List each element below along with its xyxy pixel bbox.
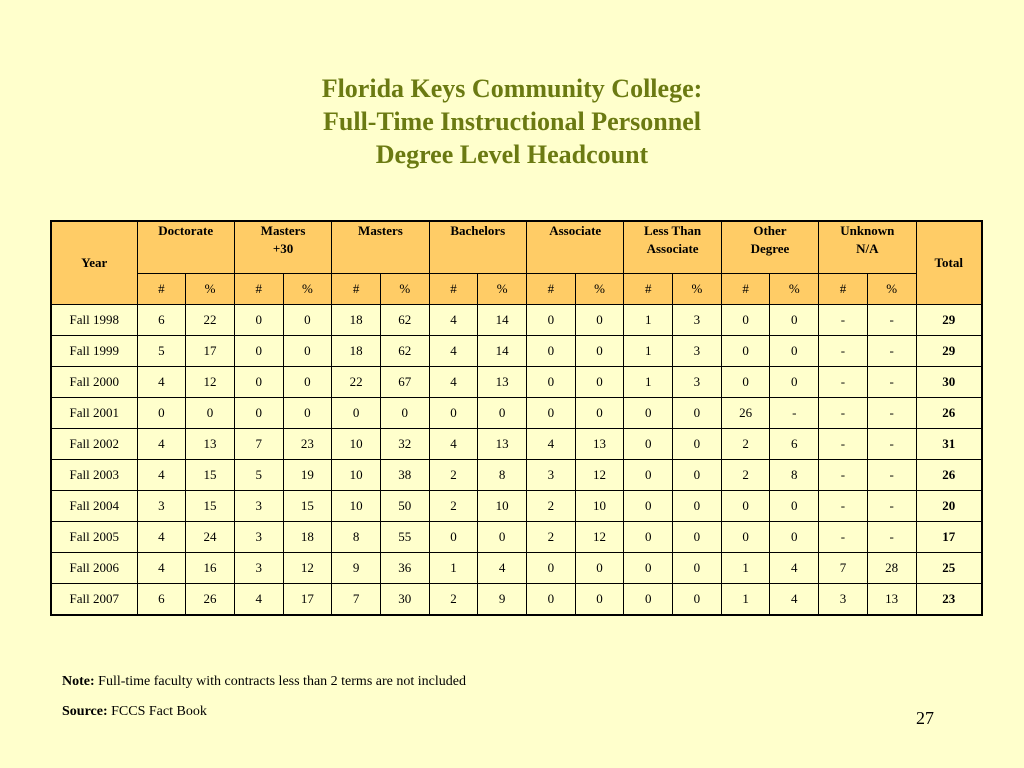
table-cell: 12 [575,460,624,491]
table-cell: 5 [137,336,186,367]
table-cell: 0 [332,398,381,429]
year-cell: Fall 2004 [51,491,137,522]
table-cell: 0 [478,522,527,553]
total-cell: 17 [916,522,982,553]
table-cell: 0 [673,584,722,616]
table-cell: 55 [380,522,429,553]
source-text: FCCS Fact Book [107,704,207,719]
table-cell: 3 [234,522,283,553]
table-cell: 0 [770,367,819,398]
year-cell: Fall 1998 [51,305,137,336]
column-group-label: Masters [358,223,403,238]
table-cell: 4 [137,460,186,491]
column-group-label: Bachelors [450,223,506,238]
title-line-2: Full-Time Instructional Personnel [323,107,701,136]
year-cell: Fall 2005 [51,522,137,553]
table-cell: 13 [575,429,624,460]
table-cell: 7 [332,584,381,616]
column-group-sublabel: N/A [856,241,879,256]
count-subheader: # [137,274,186,305]
column-group-label: Doctorate [158,223,214,238]
table-cell: - [867,522,916,553]
year-cell: Fall 1999 [51,336,137,367]
table-cell: 5 [234,460,283,491]
table-cell: 6 [137,584,186,616]
table-cell: 0 [234,336,283,367]
table-cell: 0 [575,336,624,367]
table-cell: - [819,522,868,553]
table-cell: 62 [380,336,429,367]
table-cell: - [867,305,916,336]
table-cell: 1 [721,553,770,584]
table-cell: - [867,491,916,522]
table-cell: 0 [380,398,429,429]
table-cell: - [770,398,819,429]
table-cell: 8 [478,460,527,491]
table-cell: 0 [186,398,235,429]
count-subheader: # [429,274,478,305]
column-group-label: Masters [260,223,306,238]
table-cell: 3 [527,460,576,491]
table-cell: 62 [380,305,429,336]
table-cell: 4 [429,367,478,398]
table-cell: 7 [819,553,868,584]
total-cell: 20 [916,491,982,522]
headcount-table [50,220,983,616]
count-subheader: # [332,274,381,305]
table-cell: 0 [673,491,722,522]
table-cell: 0 [770,336,819,367]
total-cell: 31 [916,429,982,460]
table-cell: 3 [673,305,722,336]
table-cell: 0 [673,553,722,584]
column-group-header [527,221,624,274]
table-cell: 4 [137,429,186,460]
total-cell: 25 [916,553,982,584]
table-cell: - [819,336,868,367]
total-cell: 29 [916,305,982,336]
column-group-header [332,221,429,274]
table-cell: 0 [673,429,722,460]
table-cell: 15 [186,491,235,522]
table-cell: 2 [429,584,478,616]
table-cell: 2 [527,491,576,522]
table-cell: 50 [380,491,429,522]
table-cell: 22 [332,367,381,398]
table-cell: 0 [137,398,186,429]
table-cell: 17 [186,336,235,367]
table-cell: 19 [283,460,332,491]
table-row [51,491,982,522]
table-row [51,584,982,616]
title-line-1: Florida Keys Community College: [321,74,703,103]
table-cell: 3 [819,584,868,616]
table-cell: 17 [283,584,332,616]
table-cell: 10 [332,429,381,460]
table-cell: - [867,336,916,367]
table-cell: 13 [478,429,527,460]
table-cell: 0 [283,367,332,398]
table-cell: 0 [527,398,576,429]
table-cell: 3 [673,336,722,367]
count-subheader: # [624,274,673,305]
table-cell: - [819,305,868,336]
table-cell: 0 [429,522,478,553]
table-cell: 6 [770,429,819,460]
table-cell: 4 [429,336,478,367]
table-cell: 0 [673,522,722,553]
table-cell: 0 [527,553,576,584]
table-cell: 15 [283,491,332,522]
table-cell: 18 [332,305,381,336]
table-cell: 24 [186,522,235,553]
table-cell: 0 [673,460,722,491]
table-cell: 0 [527,367,576,398]
note-label: Note: [62,674,95,689]
table-cell: 0 [575,305,624,336]
percent-subheader: % [478,274,527,305]
table-cell: 0 [624,584,673,616]
table-cell: 0 [624,491,673,522]
table-cell: 4 [527,429,576,460]
column-group-sublabel: +30 [272,241,294,256]
table-row [51,367,982,398]
percent-subheader: % [867,274,916,305]
table-cell: 2 [429,491,478,522]
table-cell: 0 [283,398,332,429]
table-row [51,429,982,460]
table-cell: 0 [234,398,283,429]
table-cell: 0 [575,584,624,616]
table-cell: 28 [867,553,916,584]
table-cell: 9 [332,553,381,584]
table-cell: 0 [527,584,576,616]
table-cell: 0 [575,367,624,398]
table-cell: - [819,491,868,522]
table-cell: 0 [575,398,624,429]
table-cell: 4 [234,584,283,616]
table-cell: 4 [770,584,819,616]
table-cell: 2 [721,429,770,460]
table-cell: 3 [234,553,283,584]
table-cell: 0 [721,522,770,553]
table-cell: 30 [380,584,429,616]
table-cell: 1 [721,584,770,616]
table-cell: 16 [186,553,235,584]
table-cell: 2 [429,460,478,491]
table-cell: - [819,398,868,429]
table-cell: 12 [186,367,235,398]
table-cell: 22 [186,305,235,336]
table-cell: 0 [624,460,673,491]
table-row [51,522,982,553]
table-cell: 1 [624,305,673,336]
table-cell: 0 [721,367,770,398]
table-cell: 7 [234,429,283,460]
table-cell: 0 [624,398,673,429]
table-cell: 0 [624,553,673,584]
table-cell: 0 [527,305,576,336]
year-cell: Fall 2003 [51,460,137,491]
table-cell: - [819,429,868,460]
year-cell: Fall 2001 [51,398,137,429]
table-cell: 0 [624,522,673,553]
table-cell: 2 [527,522,576,553]
table-cell: 0 [770,491,819,522]
table-cell: 6 [137,305,186,336]
table-cell: 1 [429,553,478,584]
slide-title [0,72,1024,171]
column-group-header [721,221,818,274]
table-cell: - [867,460,916,491]
table-cell: 0 [283,336,332,367]
table-cell: 26 [721,398,770,429]
year-header: Year [51,221,137,305]
percent-subheader: % [770,274,819,305]
table-row [51,460,982,491]
column-group-label: Unknown [840,223,895,238]
count-subheader: # [819,274,868,305]
percent-subheader: % [575,274,624,305]
table-row [51,553,982,584]
table-cell: 13 [478,367,527,398]
table-cell: 0 [624,429,673,460]
column-group-sublabel: Degree [750,241,790,256]
table-cell: 8 [770,460,819,491]
table-cell: 3 [234,491,283,522]
table-cell: 15 [186,460,235,491]
table-cell: 14 [478,305,527,336]
column-group-sublabel: Associate [646,241,699,256]
table-cell: 36 [380,553,429,584]
table-cell: 10 [478,491,527,522]
percent-subheader: % [283,274,332,305]
table-cell: 0 [721,491,770,522]
footnote [62,674,466,690]
column-group-label: Other [753,223,787,238]
table-cell: - [867,367,916,398]
table-cell: 10 [332,491,381,522]
table-cell: 8 [332,522,381,553]
table-cell: 10 [575,491,624,522]
column-group-label: Less Than [643,223,702,238]
page-number: 27 [916,708,934,728]
table-cell: 0 [283,305,332,336]
column-group-header [819,221,916,274]
title-line-3: Degree Level Headcount [375,140,649,169]
table-cell: 9 [478,584,527,616]
column-group-header [137,221,234,274]
table-cell: - [867,429,916,460]
table-cell: 0 [770,305,819,336]
table-cell: 0 [527,336,576,367]
table-cell: 0 [429,398,478,429]
table-cell: 4 [770,553,819,584]
table-cell: 0 [721,336,770,367]
table-cell: 4 [137,522,186,553]
table-cell: - [819,367,868,398]
year-cell: Fall 2007 [51,584,137,616]
table-cell: 4 [478,553,527,584]
table-cell: 0 [575,553,624,584]
table-cell: 3 [673,367,722,398]
table-cell: 4 [137,553,186,584]
table-cell: - [819,460,868,491]
table-cell: 4 [137,367,186,398]
count-subheader: # [234,274,283,305]
column-group-header [234,221,331,274]
table-cell: 4 [429,305,478,336]
table-cell: 38 [380,460,429,491]
table-cell: 12 [575,522,624,553]
year-cell: Fall 2002 [51,429,137,460]
source-label: Source: [62,704,108,719]
count-subheader: # [721,274,770,305]
table-cell: 67 [380,367,429,398]
table-cell: 0 [478,398,527,429]
table-row [51,305,982,336]
table-cell: 0 [721,305,770,336]
table-cell: 18 [332,336,381,367]
table-cell: 18 [283,522,332,553]
note-text: Full-time faculty with contracts less than 2 terms are not included [94,674,466,689]
table-row [51,398,982,429]
total-cell: 26 [916,460,982,491]
table-cell: 0 [234,367,283,398]
table-cell: 4 [429,429,478,460]
column-group-label: Associate [549,223,602,238]
total-header: Total [916,221,982,305]
column-group-header [429,221,526,274]
percent-subheader: % [673,274,722,305]
table-cell: 0 [234,305,283,336]
table-cell: 14 [478,336,527,367]
table-cell: 3 [137,491,186,522]
table-row [51,336,982,367]
table-cell: 32 [380,429,429,460]
table-cell: 26 [186,584,235,616]
table-cell: 1 [624,367,673,398]
total-cell: 30 [916,367,982,398]
total-cell: 29 [916,336,982,367]
table-cell: 1 [624,336,673,367]
source-line [62,704,207,720]
year-cell: Fall 2000 [51,367,137,398]
table-cell: 12 [283,553,332,584]
count-subheader: # [527,274,576,305]
table-cell: 13 [867,584,916,616]
total-cell: 23 [916,584,982,616]
table-cell: 10 [332,460,381,491]
year-cell: Fall 2006 [51,553,137,584]
table-cell: 0 [770,522,819,553]
table-cell: 0 [673,398,722,429]
percent-subheader: % [380,274,429,305]
table-cell: - [867,398,916,429]
table-cell: 13 [186,429,235,460]
column-group-header [624,221,721,274]
table-cell: 23 [283,429,332,460]
total-cell: 26 [916,398,982,429]
percent-subheader: % [186,274,235,305]
table-cell: 2 [721,460,770,491]
